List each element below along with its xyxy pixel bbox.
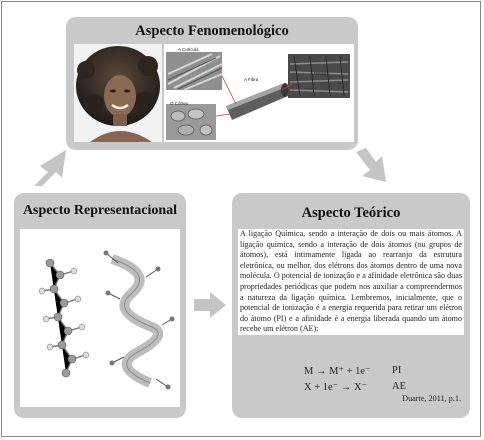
panel-title: Aspecto Representacional (22, 203, 178, 218)
panel-title: Aspecto Fenomenológico (135, 23, 289, 39)
panel-title: Aspecto Teórico (301, 205, 401, 221)
label-cortex: O Córtex (170, 101, 189, 106)
arrow-right-icon (192, 290, 228, 320)
label-medula: A Medula (310, 71, 329, 76)
arrow-down-right-icon (352, 146, 392, 186)
equation-ionization: M → M⁺ + 1e⁻ (304, 366, 371, 377)
citation: Duarte, 2011, p.1. (402, 394, 461, 403)
label-cuticula: A Cutícula (178, 47, 199, 52)
woman-portrait-image (74, 44, 162, 142)
equation-affinity-label: AE (392, 381, 406, 392)
label-fibra: A Fibra (244, 77, 259, 82)
panel-representacional (14, 193, 186, 418)
panel-fenomenologico (66, 17, 358, 150)
molecular-model-image (20, 229, 180, 407)
arrow-up-left-icon (28, 146, 78, 188)
hair-structure-image (164, 44, 354, 142)
theory-text: A ligação Química, sendo a interação de dois ou mais átomos. A ligação química, sendo a interação de dois átomos (ou grupos de átomos), está intimamente ligada ao rearranjo da estrutura eletrônica, ou melhor, dos elétrons dos átomos dentro de uma nova molécula. O potencial de ionização e a afinidade eletrônica são duas propriedades periódicas que podem nos auxiliar a compreendermos a natureza da ligação química. Lembremos, inicialmente, que o potencial de ionização é a energia requerida para retirar um elétron do átomo (PI) e a afinidade é a energia liberada quando um átomo recebe um elétron (AE): (240, 229, 462, 334)
equation-ionization-label: PI (392, 365, 402, 376)
panel-teorico (232, 193, 470, 418)
equation-affinity: X + 1e⁻ → X⁻ (304, 382, 368, 393)
